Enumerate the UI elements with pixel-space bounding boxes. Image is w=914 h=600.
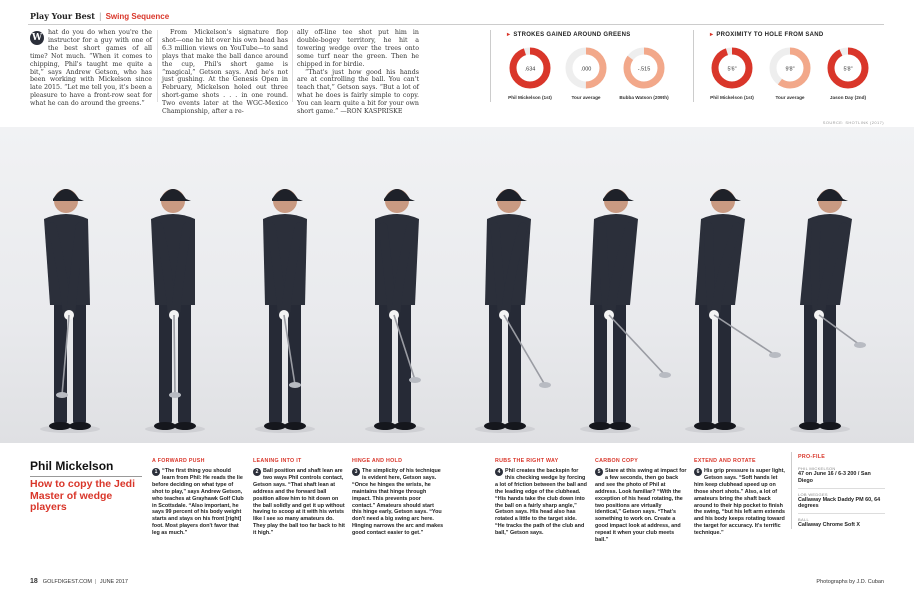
step-number: 6 (694, 468, 702, 476)
pro-file-title: PRO-FILE (798, 454, 826, 460)
name-rule (30, 476, 142, 477)
club-head (854, 342, 866, 348)
step-2 (253, 458, 345, 537)
step-5 (595, 458, 687, 544)
club-head (539, 382, 551, 388)
column-divider (292, 30, 293, 102)
chart-1-title (507, 31, 631, 38)
step-6 (694, 458, 786, 537)
pro-file-rule (798, 488, 885, 489)
golfer-figure (580, 189, 671, 433)
step-number: 5 (595, 468, 603, 476)
donut-chart (768, 46, 812, 90)
club-head (769, 352, 781, 358)
article-column-2 (162, 29, 288, 116)
step-title: A FORWARD PUSH (152, 458, 205, 464)
donut-label: Phil Mickelson (1st) (508, 95, 552, 100)
chart-2-title (710, 31, 824, 38)
page-number: 18 (30, 578, 38, 585)
step-title: LEANING INTO IT (253, 458, 302, 464)
club-head (56, 392, 68, 398)
golfer-figure (255, 189, 315, 433)
step-title: HINGE AND HOLD (352, 458, 403, 464)
article-text-1: hat do you do when you're the instructor for a guy with one of the best short games of all time? Not much. “When it comes to chipping, Phil's taught me quite a bit,” says Andrew Getson, who has been working with Mickelson since late 2015. “Let me tell you, it's been a pleasure to have a front-row seat for what he can do around the greens.” (30, 29, 152, 108)
footer-site: GOLFDIGEST.COM (42, 579, 92, 585)
step-title: EXTEND AND ROTATE (694, 458, 756, 464)
step-text: The simplicity of his technique is evident here, Getson says. “Once he hinges the wrists, he maintains that hinge through impact. This prevents poor contact.” Amateurs should start this hinge early, Getson says. “You don't need a big swing arc here. Hinging narrows the arc and makes good contact easier to get.” (352, 468, 444, 537)
step-text: “The first thing you should learn from Phil: He reads the lie before deciding on what type of shot to play,” says Andrew Getson, who teaches at Grayhawk Golf Club in Scottsdale. “Also important, he says 99 percent of his body weight starts and stays on his front [right] foot. Most players don't favor that leg as much.” (152, 468, 244, 537)
golfer-figure (685, 189, 781, 433)
donut-chart (622, 46, 666, 90)
column-divider (157, 30, 158, 102)
pro-file-rule (798, 513, 885, 514)
pro-file-key: LOB WEDGES (798, 491, 828, 497)
chart-divider-left (490, 30, 491, 102)
chart-source: SOURCE: SHOTLINK (2017) (822, 120, 884, 125)
pro-file-key: PHIL MICKELSON (798, 466, 836, 471)
golfer-figure (475, 189, 551, 433)
subsection-label: Swing Sequence (105, 12, 170, 21)
pro-file-value: Callaway Mack Daddy PM 60, 64 degrees (798, 496, 881, 510)
arrow-icon: ▸ (710, 32, 714, 38)
donut-value: .000 (580, 66, 592, 73)
article-column-1 (30, 29, 152, 108)
article-text-3b: “That's just how good his hands are at controlling the ball. You can't teach that,” Getson says. “But a lot of what he does is fairly simple to copy. You can learn quite a bit for your own short game.” (297, 68, 419, 116)
club-head (289, 382, 301, 388)
footer-separator: | (95, 579, 97, 585)
club-head (169, 392, 181, 398)
headline: How to copy the Jedi Master of wedge players (30, 478, 136, 513)
magazine-section: Play Your Best (30, 11, 95, 21)
step-text: Stare at this swing at impact for a few seconds, then go back and see the photo of Phil at address. Look familiar? “With the exception of his head rotating, the two positions are virtually identical,” Getson says. “That's something to work on. Create a good impact look at address, and repeat it when your club meets ball.” (595, 468, 687, 544)
chart-1-title-text: STROKES GAINED AROUND GREENS (513, 32, 631, 38)
club-head (409, 377, 421, 383)
step-text: His grip pressure is super light, Getson says. “Soft hands let him keep clubhead speed up on those short shots.” Also, a lot of amateurs bring the shaft back around to their hip pocket to finish the swing, “but his left arm extends and his body keeps rotating toward the target for accuracy. It's terrific technique.” (694, 468, 786, 537)
arrow-icon: ▸ (507, 32, 511, 38)
donut-label: Jason Day (2nd) (829, 95, 867, 100)
step-number: 4 (495, 468, 503, 476)
golfer-figure (40, 189, 100, 433)
step-title: CARBON COPY (595, 458, 639, 464)
donut-value: 9'8" (785, 66, 795, 73)
pro-file-box (791, 452, 885, 529)
header-rule (28, 24, 884, 25)
donut-label: Tour average (775, 95, 805, 100)
donut-chart (826, 46, 870, 90)
step-3 (352, 458, 444, 537)
footer-issue: JUNE 2017 (99, 579, 128, 585)
donut-value: .634 (524, 66, 536, 73)
article-text-3a: ally off-line tee shot put him in double-bogey territory, he hit a towering wedge over the trees onto some turf near the green. Then he chipped in for birdie. (297, 29, 419, 68)
donut-chart (564, 46, 608, 90)
pro-file-value: Callaway Chrome Soft X (798, 522, 861, 529)
step-text: Phil creates the backspin for this checking wedge by forcing a lot of friction between the ball and the leading edge of the clubhead. “His hands take the club down into the ball on a fairly sharp angle,” Getson says. His head also has rotated a little to the target side. “He tracks the path of the club and ball,” Getson says. (495, 468, 587, 537)
step-1 (152, 458, 244, 537)
donut-value: 5'6" (727, 66, 737, 73)
donut-value: -.515 (637, 66, 651, 73)
step-number: 3 (352, 468, 360, 476)
donut-chart (710, 46, 754, 90)
player-name: Phil Mickelson (30, 459, 114, 473)
photo-credit: Photographs by J.D. Cuban (816, 579, 884, 585)
drop-cap: W (31, 33, 43, 43)
club-shaft (174, 315, 175, 395)
step-number: 1 (152, 468, 160, 476)
golfer-figure (145, 189, 205, 433)
pro-file-key: BALL (798, 517, 809, 523)
chart-2-title-text: PROXIMITY TO HOLE FROM SAND (716, 32, 824, 38)
donut-label: Bubba Watson (209th) (619, 95, 669, 100)
step-4 (495, 458, 587, 537)
pro-file-value: 47 on June 16 / 6-3 200 / San Diego (798, 471, 871, 484)
header-separator: | (98, 12, 102, 21)
chart-divider-mid (693, 30, 694, 102)
article-text-2: From Mickelson's signature flop shot—one he hit over his own head has 6.3 million views on YouTube—to sand plays that make the ball dance around the cup, Phil's short game is “magical,” Getson says. And he's not just gushing. At the Genesis Open in February, Mickelson holed out three short-game shots . . . in one round. Two events later at the WGC-Mexico Championship, after a re- (162, 29, 288, 116)
donut-label: Phil Mickelson (1st) (710, 95, 754, 100)
byline: —RON KASPRISKE (340, 108, 403, 116)
donut-chart (508, 46, 552, 90)
article-column-3 (297, 29, 419, 116)
donut-label: Tour average (571, 95, 601, 100)
golfer-silhouettes (0, 127, 914, 443)
step-number: 2 (253, 468, 261, 476)
swing-sequence-photo (0, 127, 914, 443)
step-text: Ball position and shaft lean are two ways Phil controls contact, Getson says. “That shaft lean at address and the forward ball position allow him to hit down on the ball solidly and get it up without having to scoop at it with his wrists like I see so many amateurs do. They play the ball too far back to hit it high.” (253, 468, 345, 537)
donut-value: 5'8" (843, 66, 853, 73)
page-footer (30, 578, 128, 585)
section-header (30, 11, 169, 21)
golfer-figure (365, 189, 425, 433)
club-head (659, 372, 671, 378)
golfer-figure (790, 189, 866, 433)
step-title: RUBS THE RIGHT WAY (495, 458, 559, 464)
